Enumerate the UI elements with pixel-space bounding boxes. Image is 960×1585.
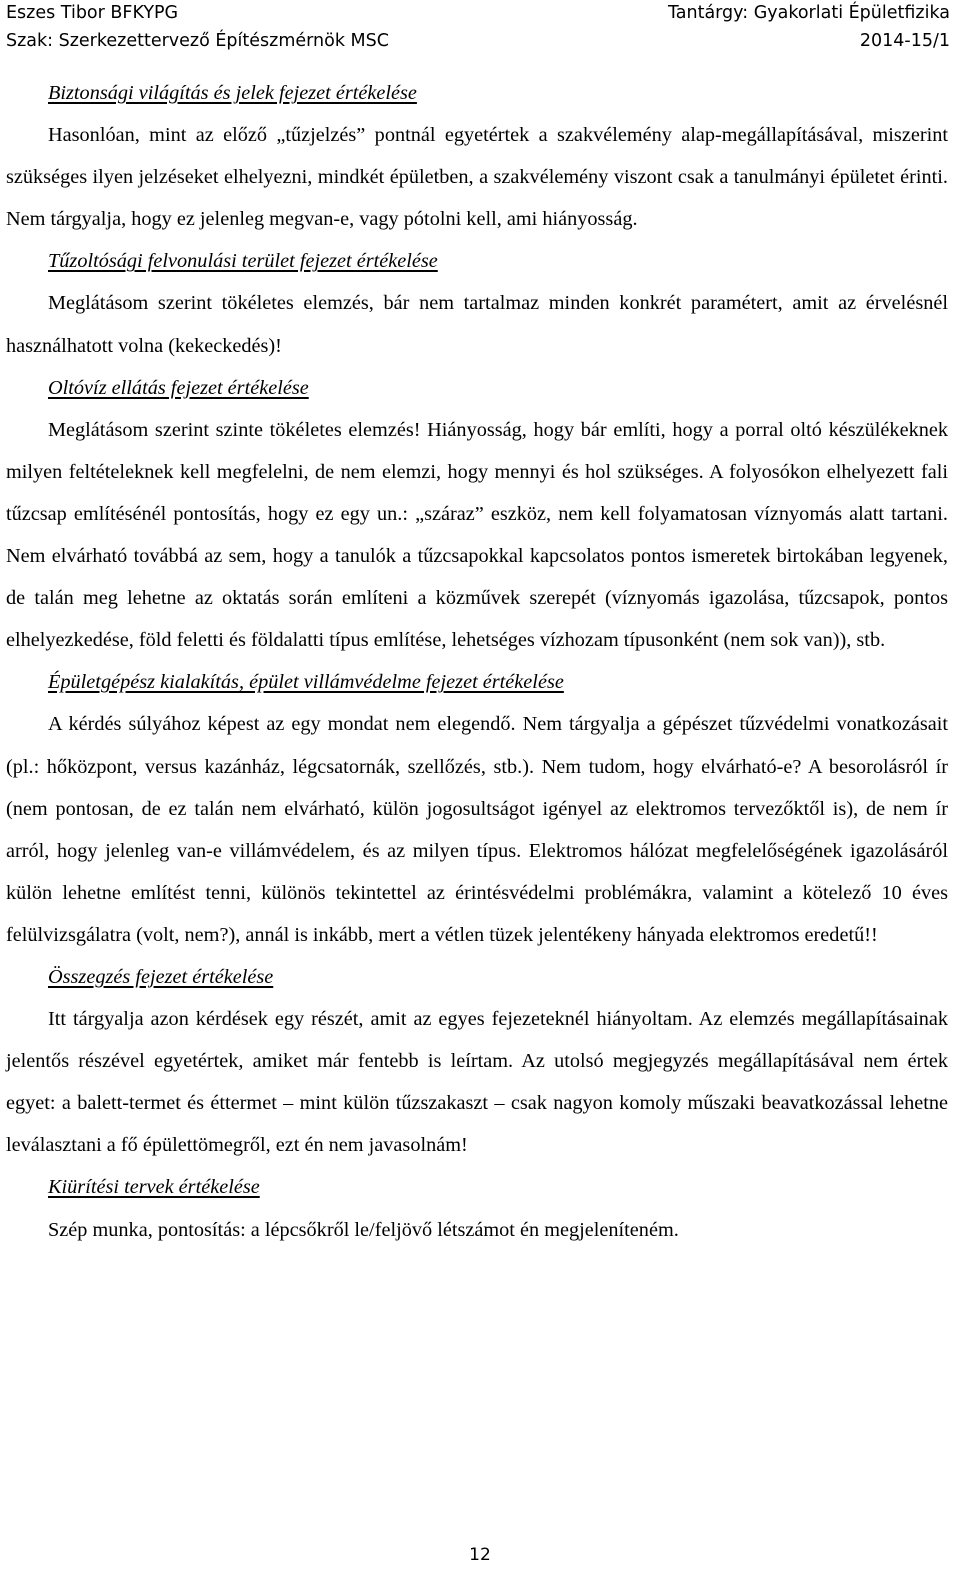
section-text-water-supply: Meglátásom szerint szinte tökéletes elemzés! Hiányosság, hogy bár említi, hogy a porral oltó készülékeknek milyen feltételeknek kell megfelelni, de nem elemzi, hogy mennyi és hol szükséges. A folyosókon elhelyezett fali tűzcsap említésénél pontosítás, hogy ez egy un.: „száraz” eszköz, nem kell folyamatosan víznyomás alatt tartani. Nem elvárható továbbá az sem, hogy a tanulók a tűzcsapokkal kapcsolatos pontos ismeretek birtokában legyenek, de talán meg lehetne az oktatás során említeni a közművek szerepét (víznyomás igazolása, tűzcsapok, pontos elhelyezkedése, föld feletti és földalatti típus említése, lehetséges vízhozam típusonként (nem sok van)), stb.: [6, 418, 948, 652]
section-text-fire-access: Meglátásom szerint tökéletes elemzés, bár nem tartalmaz minden konkrét paramétert, amit az érvelésnél használhatott volna (kekeckedés)!: [6, 292, 948, 357]
section-text-summary: Itt tárgyalja azon kérdések egy részét, amit az egyes fejezeteknél hiányoltam. Az elemzés megállapításainak jelentős részével egyetértek, amiket már fentebb is leírtam. Az utolsó megjegyzés megállapításával nem értek egyet: a balett-termet és éttermet – mint külön tűzszakaszt – csak nagyon komoly műszaki beavatkozással lehetne leválasztani a fő épülettömegről, ezt én nem javasolnám!: [6, 1008, 948, 1157]
section-heading-mechanical-lightning: Épületgépész kialakítás, épület villámvédelme fejezet értékelése: [48, 671, 564, 694]
header-author: Eszes Tibor BFKYPG: [6, 3, 179, 23]
section-heading-evacuation: Kiürítési tervek értékelése: [48, 1176, 260, 1199]
header-subject: Tantárgy: Gyakorlati Épületfizika: [667, 3, 950, 23]
header-semester: 2014-15/1: [859, 31, 950, 51]
document-body: [6, 72, 948, 1251]
section-text-mechanical-lightning: A kérdés súlyához képest az egy mondat nem elegendő. Nem tárgyalja a gépészet tűzvédelmi vonatkozásait (pl.: hőközpont, versus kazánház, légcsatornák, szellőzés, stb.). Nem tudom, hogy elvárható-e? A besorolásról ír (nem pontosan, de ez talán nem elvárható, külön jogosultságot igényel az elektromos tervezőktől is), de nem ír arról, hogy jelenleg van-e villámvédelem, és az milyen típus. Elektromos hálózat megfelelőségének igazolásáról külön lehetne említést tenni, különös tekintettel az érintésvédelmi problémákra, valamint a kötelező 10 éves felülvizsgálatra (volt, nem?), annál is inkább, mert a vétlen tüzek jelentékeny hányada elektromos eredetű!!: [6, 713, 948, 946]
header-major: Szak: Szerkezettervező Építészmérnök MSC: [6, 31, 389, 51]
section-heading-summary: Összegzés fejezet értékelése: [48, 965, 274, 988]
page-number: 12: [469, 1545, 491, 1565]
section-heading-fire-access: Tűzoltósági felvonulási terület fejezet értékelése: [48, 250, 438, 273]
section-text-evacuation: Szép munka, pontosítás: a lépcsőkről le/feljövő létszámot én megjeleníteném.: [48, 1218, 679, 1241]
section-heading-safety-lighting: Biztonsági világítás és jelek fejezet értékelése: [48, 82, 417, 104]
section-heading-water-supply: Oltóvíz ellátás fejezet értékelése: [48, 376, 309, 399]
section-text-safety-lighting: Hasonlóan, mint az előző „tűzjelzés” pontnál egyetértek a szakvélemény alap-megállapításával, miszerint szükséges ilyen jelzéseket elhelyezni, mindkét épületben, a szakvélemény viszont csak a tanulmányi épületet érinti. Nem tárgyalja, hogy ez jelenleg megvan-e, vagy pótolni kell, ami hiányosság.: [6, 124, 948, 231]
